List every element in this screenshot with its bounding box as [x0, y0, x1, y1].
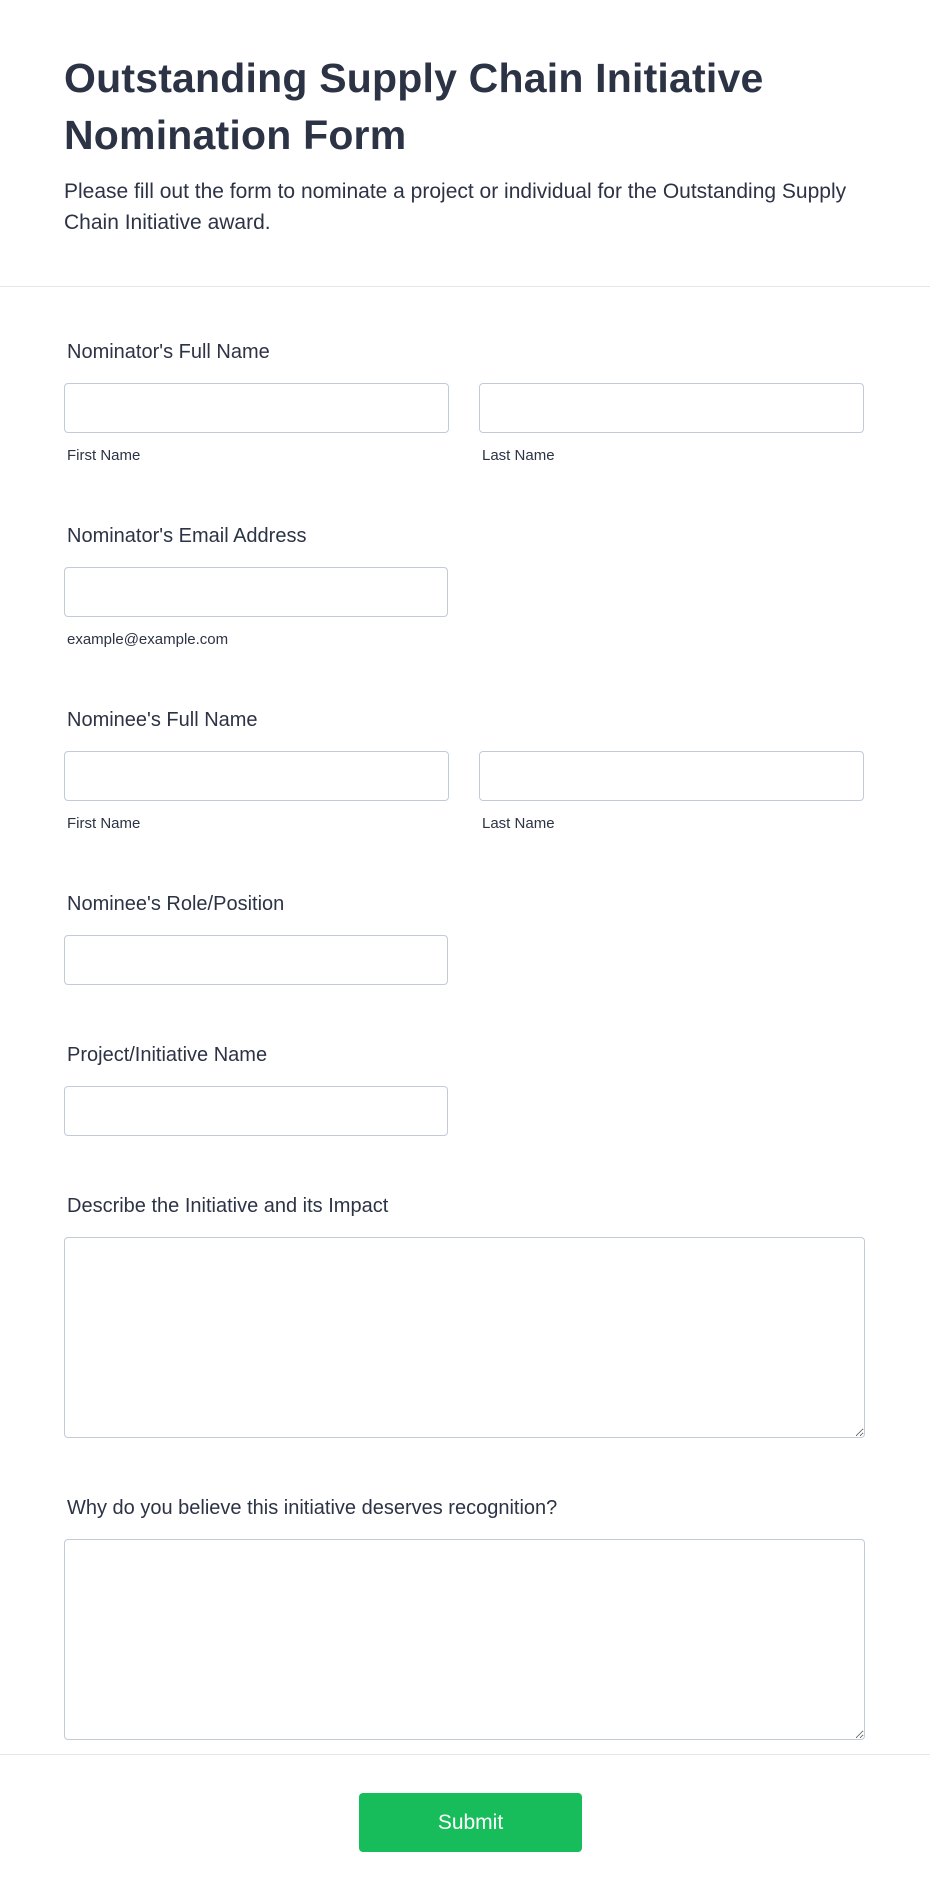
form-footer — [0, 1754, 930, 1903]
nominator-email-label: Nominator's Email Address — [67, 525, 307, 547]
form-body — [0, 339, 930, 1740]
nominee-last-name-sublabel: Last Name — [482, 815, 555, 832]
nominator-email-input[interactable] — [64, 567, 448, 617]
project-name-field — [64, 1042, 866, 1136]
nominee-last-name-col — [479, 751, 864, 834]
initiative-description-field — [64, 1193, 866, 1438]
project-name-label: Project/Initiative Name — [67, 1044, 268, 1066]
nominee-role-label: Nominee's Role/Position — [67, 893, 285, 915]
submit-button[interactable]: Submit — [359, 1793, 582, 1852]
form-header — [0, 0, 930, 287]
nominee-name-field — [64, 707, 866, 834]
nominator-name-row — [64, 383, 866, 466]
project-name-input[interactable] — [64, 1086, 448, 1136]
nominee-first-name-col — [64, 751, 449, 834]
initiative-description-label: Describe the Initiative and its Impact — [67, 1195, 389, 1217]
nominator-name-field — [64, 339, 866, 466]
form-title: Outstanding Supply Chain Initiative Nomination Form — [64, 55, 764, 158]
recognition-reason-label: Why do you believe this initiative deserves recognition? — [67, 1497, 558, 1519]
nominator-email-field — [64, 523, 866, 650]
nominator-last-name-col — [479, 383, 864, 466]
nominee-role-field — [64, 891, 866, 985]
nominator-name-label: Nominator's Full Name — [67, 341, 270, 363]
nominator-first-name-sublabel: First Name — [67, 447, 141, 464]
nominee-last-name-input[interactable] — [479, 751, 864, 801]
nominee-first-name-input[interactable] — [64, 751, 449, 801]
nominator-email-sublabel: example@example.com — [67, 631, 229, 648]
nominee-name-label: Nominee's Full Name — [67, 709, 258, 731]
nominator-last-name-sublabel: Last Name — [482, 447, 555, 464]
nominee-role-input[interactable] — [64, 935, 448, 985]
nominator-last-name-input[interactable] — [479, 383, 864, 433]
nominee-first-name-sublabel: First Name — [67, 815, 141, 832]
recognition-reason-field — [64, 1495, 866, 1740]
recognition-reason-textarea[interactable] — [64, 1539, 865, 1740]
form-description: Please fill out the form to nominate a project or individual for the Outstanding Supply Chain Initiative award. — [64, 180, 847, 234]
initiative-description-textarea[interactable] — [64, 1237, 865, 1438]
nominator-first-name-col — [64, 383, 449, 466]
nominator-first-name-input[interactable] — [64, 383, 449, 433]
nominee-name-row — [64, 751, 866, 834]
